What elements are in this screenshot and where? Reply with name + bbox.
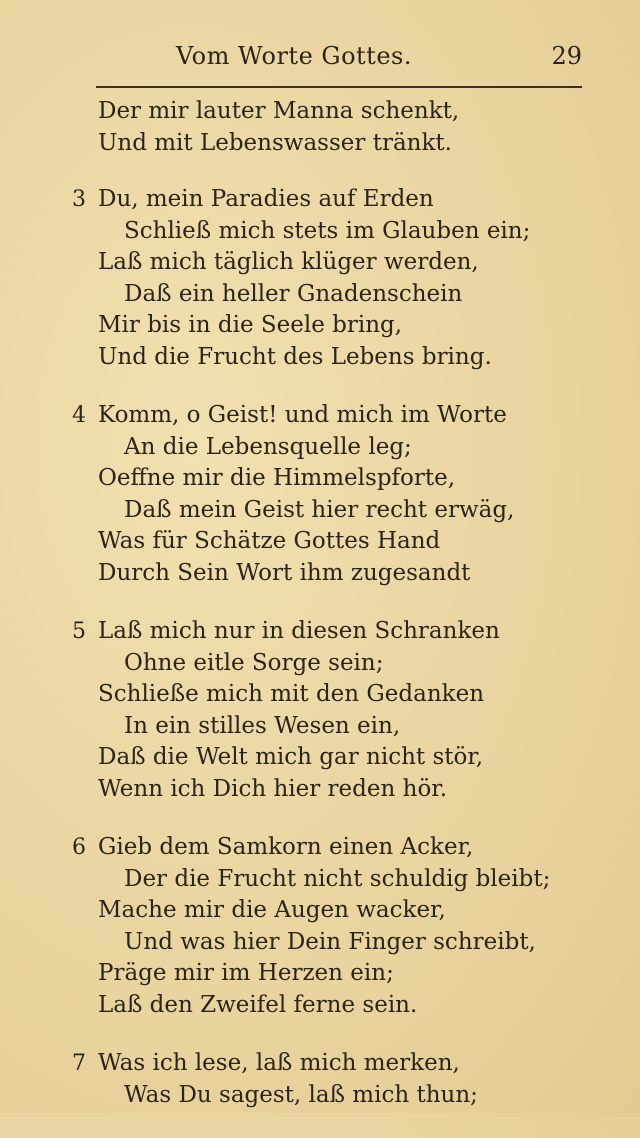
verse-line: Und mit Lebenswasser tränkt.: [98, 129, 452, 156]
verse-line: In ein stilles Wesen ein,: [124, 712, 401, 739]
running-title: Vom Worte Gottes.: [176, 42, 412, 70]
verse-line: Schließe mich mit den Gedanken: [98, 681, 485, 707]
verse-line: Durch Sein Wort ihm zugesandt: [98, 559, 471, 586]
verse-line: Und was hier Dein Finger schreibt,: [124, 928, 536, 955]
verse-line: Wenn ich Dich hier reden hör.: [98, 775, 448, 802]
verse-line: An die Lebensquelle leg;: [124, 433, 412, 460]
verse-line: Der die Frucht nicht schuldig bleibt;: [124, 865, 551, 892]
verse-line: 5 Laß mich nur in diesen Schranken: [0, 616, 640, 648]
verse-line: 7 Was ich lese, laß mich merken,: [0, 1048, 640, 1080]
header-rule: [96, 86, 582, 88]
verse-line: Präge mir im Herzen ein;: [98, 960, 394, 986]
stanza-7: [0, 1048, 640, 1111]
verse-line: Daß ein heller Gnadenschein: [124, 280, 463, 307]
verse-line: Was für Schätze Gottes Hand: [98, 528, 441, 554]
stanza-number: 3: [72, 187, 86, 212]
stanza-4: [0, 400, 640, 589]
stanza-number: 5: [72, 619, 86, 644]
verse-line: Laß den Zweifel ferne sein.: [98, 991, 418, 1018]
page-header: [0, 40, 640, 80]
verse-line: Oeffne mir die Himmelspforte,: [98, 465, 456, 491]
verse-line: 3 Du, mein Paradies auf Erden: [0, 184, 640, 216]
verse-line: 4 Komm, o Geist! und mich im Worte: [0, 400, 640, 432]
verse-line: Daß mein Geist hier recht erwäg,: [124, 496, 515, 523]
stanza-number: 6: [72, 835, 86, 860]
verse-line: Und die Frucht des Lebens bring.: [98, 343, 492, 370]
stanza-5: [0, 616, 640, 805]
verse-line: Schließ mich stets im Glauben ein;: [124, 217, 531, 244]
stanza-number: 7: [72, 1051, 86, 1076]
stanza-continuation: [0, 96, 640, 159]
stanza-3: [0, 184, 640, 373]
verse-line: Laß mich täglich klüger werden,: [98, 249, 479, 275]
verse-line: Was Du sagest, laß mich thun;: [124, 1081, 478, 1108]
hymn-text: [0, 96, 640, 1138]
verse-line: Der mir lauter Manna schenkt,: [98, 98, 460, 124]
verse-line: Daß die Welt mich gar nicht stör,: [98, 744, 484, 770]
stanza-6: [0, 832, 640, 1021]
verse-line: Ohne eitle Sorge sein;: [124, 649, 384, 676]
verse-line: Mache mir die Augen wacker,: [98, 897, 446, 923]
page-number: 29: [551, 42, 582, 70]
verse-line: Mir bis in die Seele bring,: [98, 312, 403, 338]
stanza-number: 4: [72, 403, 86, 428]
verse-line: 6 Gieb dem Samkorn einen Acker,: [0, 832, 640, 864]
